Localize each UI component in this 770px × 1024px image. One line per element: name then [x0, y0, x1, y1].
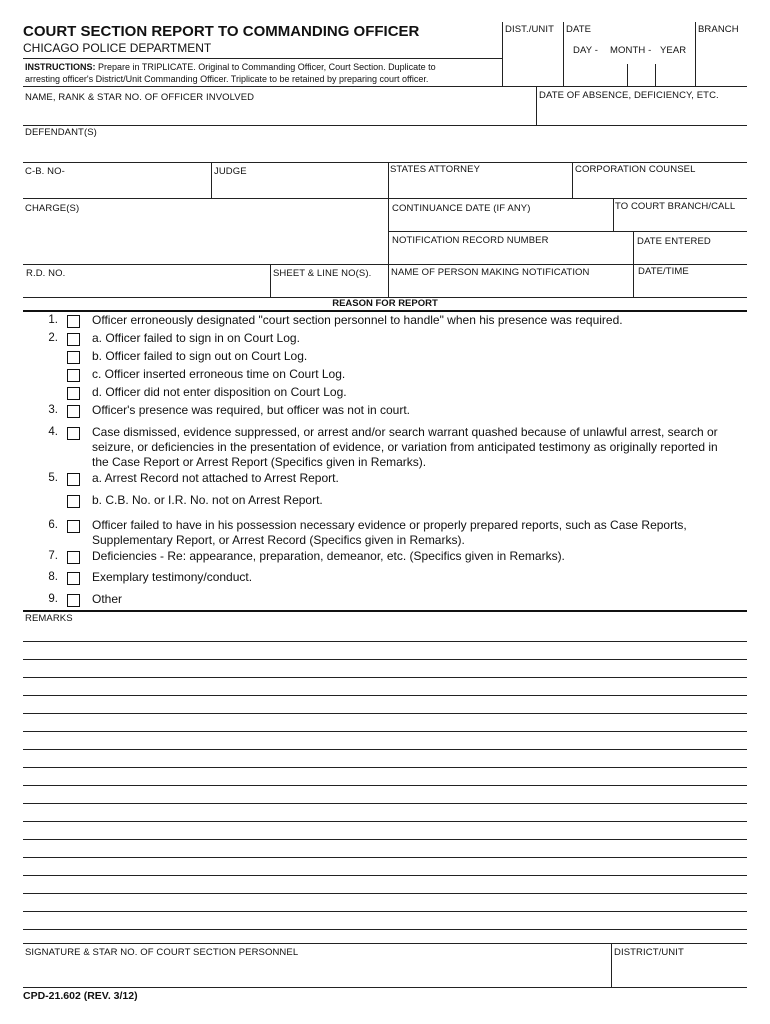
- department-name: CHICAGO POLICE DEPARTMENT: [23, 41, 212, 55]
- reason-item-text: d. Officer did not enter disposition on Court Log.: [92, 385, 347, 399]
- reason-checkbox[interactable]: [67, 495, 80, 508]
- rd-no-label: R.D. NO.: [26, 268, 66, 279]
- reason-item-number: 5.: [48, 472, 58, 484]
- reason-item-text: c. Officer inserted erroneous time on Court Log.: [92, 367, 346, 381]
- remarks-line[interactable]: [23, 839, 747, 840]
- reason-checkbox[interactable]: [67, 333, 80, 346]
- reason-checkbox[interactable]: [67, 369, 80, 382]
- reason-item-text: a. Officer failed to sign in on Court Log.: [92, 331, 300, 345]
- reason-checkbox[interactable]: [67, 427, 80, 440]
- signature-label: SIGNATURE & STAR NO. OF COURT SECTION PERSONNEL: [25, 947, 299, 958]
- reason-checkbox[interactable]: [67, 520, 80, 533]
- reason-item-number: 8.: [48, 571, 58, 583]
- reason-checkbox[interactable]: [67, 405, 80, 418]
- reason-item-number: 1.: [48, 314, 58, 326]
- reason-item-number: 4.: [48, 426, 58, 438]
- reason-item-text: b. C.B. No. or I.R. No. not on Arrest Report.: [92, 493, 323, 507]
- charges-label: CHARGE(S): [25, 203, 80, 214]
- reason-item-text: Officer erroneously designated "court section personnel to handle" when his presence was required.: [92, 313, 623, 327]
- form-title: COURT SECTION REPORT TO COMMANDING OFFICER: [23, 23, 420, 40]
- corporation-counsel-label: CORPORATION COUNSEL: [575, 164, 696, 175]
- remarks-line[interactable]: [23, 929, 747, 930]
- instructions-label: INSTRUCTIONS:: [25, 62, 96, 72]
- remarks-label: REMARKS: [25, 613, 73, 624]
- remarks-line[interactable]: [23, 641, 747, 642]
- month-label: MONTH -: [610, 45, 652, 56]
- reason-item-text: Case dismissed, evidence suppressed, or arrest and/or search warrant quashed because of unlawful arrest, search or: [92, 425, 718, 439]
- remarks-line[interactable]: [23, 785, 747, 786]
- defendants-label: DEFENDANT(S): [25, 127, 97, 138]
- remarks-line[interactable]: [23, 857, 747, 858]
- reason-checkbox[interactable]: [67, 594, 80, 607]
- to-court-branch-label: TO COURT BRANCH/CALL: [615, 201, 736, 212]
- reason-item-text: a. Arrest Record not attached to Arrest Report.: [92, 471, 339, 485]
- remarks-line[interactable]: [23, 695, 747, 696]
- instructions-line-1: Prepare in TRIPLICATE. Original to Commanding Officer, Court Section. Duplicate to: [95, 62, 436, 72]
- reason-checkbox[interactable]: [67, 315, 80, 328]
- date-label: DATE: [566, 24, 592, 35]
- branch-label: BRANCH: [698, 24, 739, 35]
- reason-checkbox[interactable]: [67, 572, 80, 585]
- remarks-line[interactable]: [23, 893, 747, 894]
- remarks-line[interactable]: [23, 911, 747, 912]
- person-notification-label: NAME OF PERSON MAKING NOTIFICATION: [391, 267, 590, 278]
- reason-checkbox[interactable]: [67, 351, 80, 364]
- remarks-line[interactable]: [23, 677, 747, 678]
- reason-item-number: 7.: [48, 550, 58, 562]
- reason-checkbox[interactable]: [67, 473, 80, 486]
- name-rank-star-label: NAME, RANK & STAR NO. OF OFFICER INVOLVED: [25, 92, 255, 103]
- remarks-line[interactable]: [23, 767, 747, 768]
- reason-heading: REASON FOR REPORT: [332, 298, 438, 309]
- remarks-line[interactable]: [23, 803, 747, 804]
- date-of-absence-label: DATE OF ABSENCE, DEFICIENCY, ETC.: [539, 90, 719, 101]
- reason-item-number: 6.: [48, 519, 58, 531]
- form-number: CPD-21.602 (REV. 3/12): [23, 990, 138, 1002]
- reason-item-text: Exemplary testimony/conduct.: [92, 570, 253, 584]
- remarks-line[interactable]: [23, 749, 747, 750]
- states-attorney-label: STATES ATTORNEY: [390, 164, 481, 175]
- dist-unit-label: DIST./UNIT: [505, 24, 555, 35]
- instructions-line-2: arresting officer's District/Unit Commanding Officer. Triplicate to be retained by preparing court officer.: [25, 74, 429, 84]
- reason-item-number: 2.: [48, 332, 58, 344]
- date-time-label: DATE/TIME: [638, 266, 689, 277]
- reason-item-text: Officer failed to have in his possession necessary evidence or properly prepared reports, such as Case Reports,: [92, 518, 687, 532]
- reason-item-text: Other: [92, 592, 123, 606]
- reason-item-number: 9.: [48, 593, 58, 605]
- reason-item-number: 3.: [48, 404, 58, 416]
- instructions: [25, 61, 500, 85]
- notification-record-label: NOTIFICATION RECORD NUMBER: [392, 235, 549, 246]
- reason-item-text: the Case Report or Arrest Report (Specifics given in Remarks).: [92, 455, 427, 469]
- remarks-line[interactable]: [23, 731, 747, 732]
- reason-item-text: Deficiencies - Re: appearance, preparation, demeanor, etc. (Specifics given in Remarks).: [92, 549, 565, 563]
- day-label: DAY -: [573, 45, 598, 56]
- reason-checkbox[interactable]: [67, 551, 80, 564]
- reason-item-text: Supplementary Report, or Arrest Record (Specifics given in Remarks).: [92, 533, 465, 547]
- cb-no-label: C-B. NO-: [25, 166, 65, 177]
- reason-item-text: Officer's presence was required, but officer was not in court.: [92, 403, 410, 417]
- remarks-line[interactable]: [23, 713, 747, 714]
- remarks-line[interactable]: [23, 875, 747, 876]
- remarks-line[interactable]: [23, 659, 747, 660]
- sheet-line-label: SHEET & LINE NO(S).: [273, 268, 372, 279]
- reason-item-text: b. Officer failed to sign out on Court Log.: [92, 349, 308, 363]
- district-unit-label: DISTRICT/UNIT: [614, 947, 684, 958]
- continuance-date-label: CONTINUANCE DATE (IF ANY): [392, 203, 531, 214]
- reason-item-text: seizure, or deficiencies in the presentation of evidence, or variation from anticipated testimony as originally reported in: [92, 440, 718, 454]
- remarks-line[interactable]: [23, 821, 747, 822]
- year-label: YEAR: [660, 45, 687, 56]
- date-entered-label: DATE ENTERED: [637, 236, 711, 247]
- judge-label: JUDGE: [214, 166, 247, 177]
- reason-checkbox[interactable]: [67, 387, 80, 400]
